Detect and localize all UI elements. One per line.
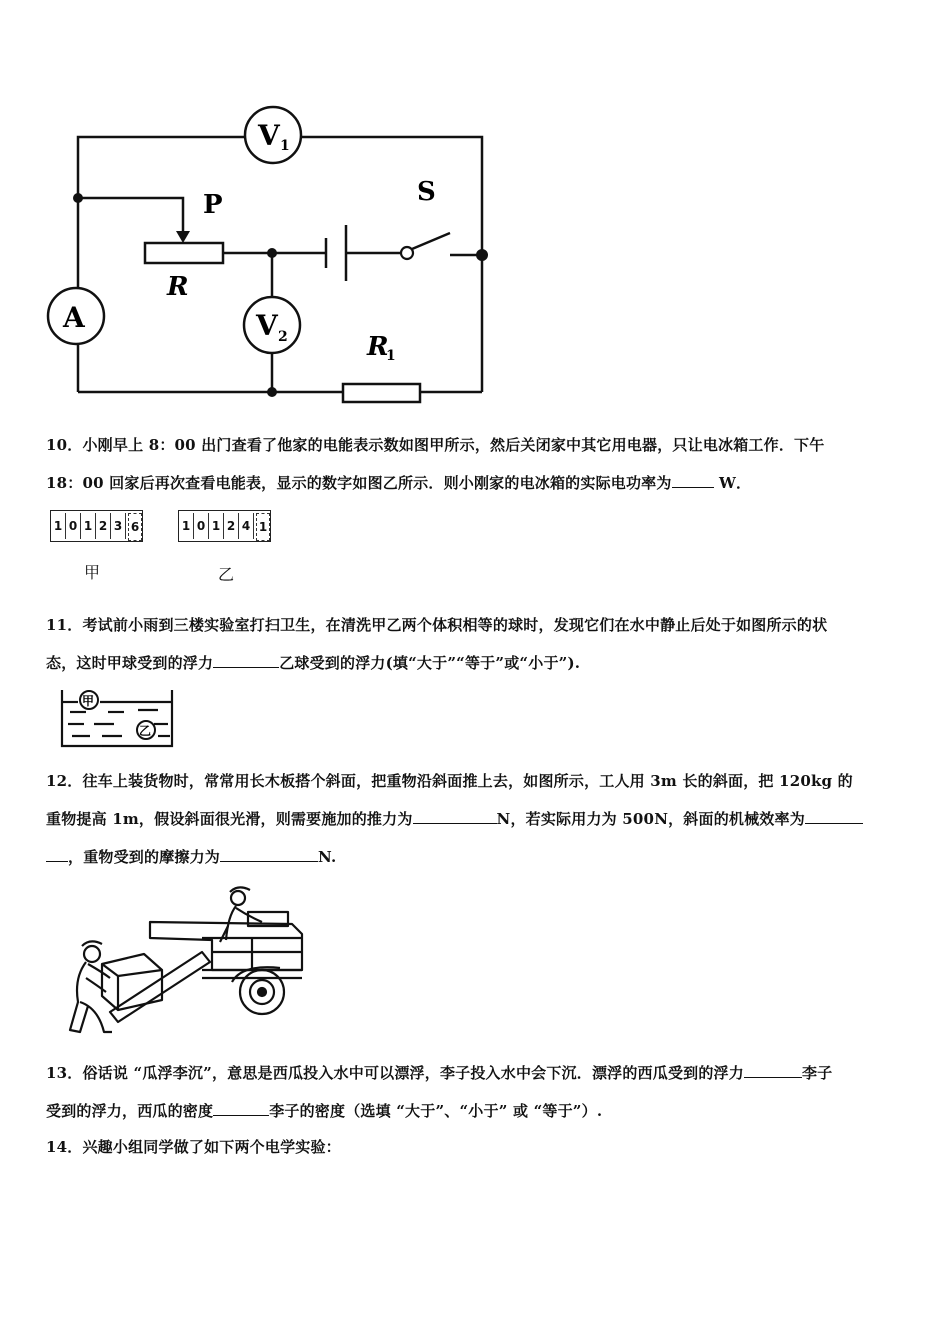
meter-yi: 1 0 1 2 4 1 <box>178 510 271 542</box>
label-r1-sub: 1 <box>386 348 396 364</box>
svg-text:1: 1 <box>280 138 290 154</box>
q12-blank-friction[interactable] <box>220 845 318 862</box>
svg-text:V: V <box>258 119 280 152</box>
question-14 <box>46 1128 906 1166</box>
ammeter <box>48 288 104 344</box>
truck-incline-illustration <box>52 882 312 1042</box>
svg-text:2: 2 <box>278 329 288 345</box>
svg-text:甲: 甲 <box>82 694 95 708</box>
q13-line2: 受到的浮力，西瓜的密度 李子的密度（选填 “大于”、“小于” 或 “等于”）. <box>46 1092 906 1130</box>
junction-dots <box>73 193 488 397</box>
q10-line1: 10．小刚早上 8：00 出门查看了他家的电能表示数如图甲所示，然后关闭家中其它用电器，只让电冰箱工作．下午 <box>46 436 825 454</box>
circuit-diagram <box>40 95 510 415</box>
voltmeter-v2 <box>244 297 300 353</box>
q11-blank[interactable] <box>213 651 279 668</box>
q12-line2: 重物提高 1m，假设斜面很光滑，则需要施加的推力为 N，若实际用力为 500N，斜面的机械效率为 <box>46 800 906 838</box>
q11-line1: 11．考试前小雨到三楼实验室打扫卫生，在清洗甲乙两个体积相等的球时，发现它们在水中静止后处于如图所示的状 <box>46 616 828 634</box>
caption-jia: 甲 <box>84 563 101 582</box>
q13-line1: 13．俗话说 “瓜浮李沉”，意思是西瓜投入水中可以漂浮，李子投入水中会下沉．漂浮的西瓜受到的浮力 李子 <box>46 1054 906 1092</box>
q12-blank-efficiency[interactable] <box>805 807 863 824</box>
label-r1: R <box>367 332 389 362</box>
label-p: P <box>203 190 223 220</box>
q12-blank-force[interactable] <box>413 807 497 824</box>
caption-yi: 乙 <box>218 565 235 584</box>
q10-blank[interactable] <box>672 471 714 488</box>
q14-line1: 14．兴趣小组同学做了如下两个电学实验： <box>46 1138 341 1156</box>
q11-line2: 态，这时甲球受到的浮力 乙球受到的浮力(填“大于”“等于”或“小于”). <box>46 644 906 682</box>
label-r: R <box>167 272 189 302</box>
q12-line3: ，重物受到的摩擦力为 N. <box>46 838 906 876</box>
q13-blank-density[interactable] <box>213 1099 269 1116</box>
ball-jia <box>80 691 98 709</box>
ball-yi <box>137 721 155 739</box>
question-12 <box>46 762 906 876</box>
question-13 <box>46 1054 906 1130</box>
svg-text:乙: 乙 <box>139 724 152 738</box>
svg-text:V: V <box>256 309 278 342</box>
q13-blank-buoyancy[interactable] <box>744 1061 802 1078</box>
question-11 <box>46 606 906 682</box>
question-10 <box>46 426 906 502</box>
label-s: S <box>417 177 436 207</box>
q12-line1: 12．往车上装货物时，常常用长木板搭个斜面，把重物沿斜面推上去，如图所示，工人用 3m 长的斜面，把 120kg 的 <box>46 772 853 790</box>
q10-line2: 18：00 回家后再次查看电能表，显示的数字如图乙所示．则小刚家的电冰箱的实际电功率为 W． <box>46 464 906 502</box>
water-tank-diagram <box>58 688 178 750</box>
meter-jia: 1 0 1 2 3 6 <box>50 510 143 542</box>
svg-text:A: A <box>63 301 85 334</box>
voltmeter-v1 <box>245 107 301 163</box>
